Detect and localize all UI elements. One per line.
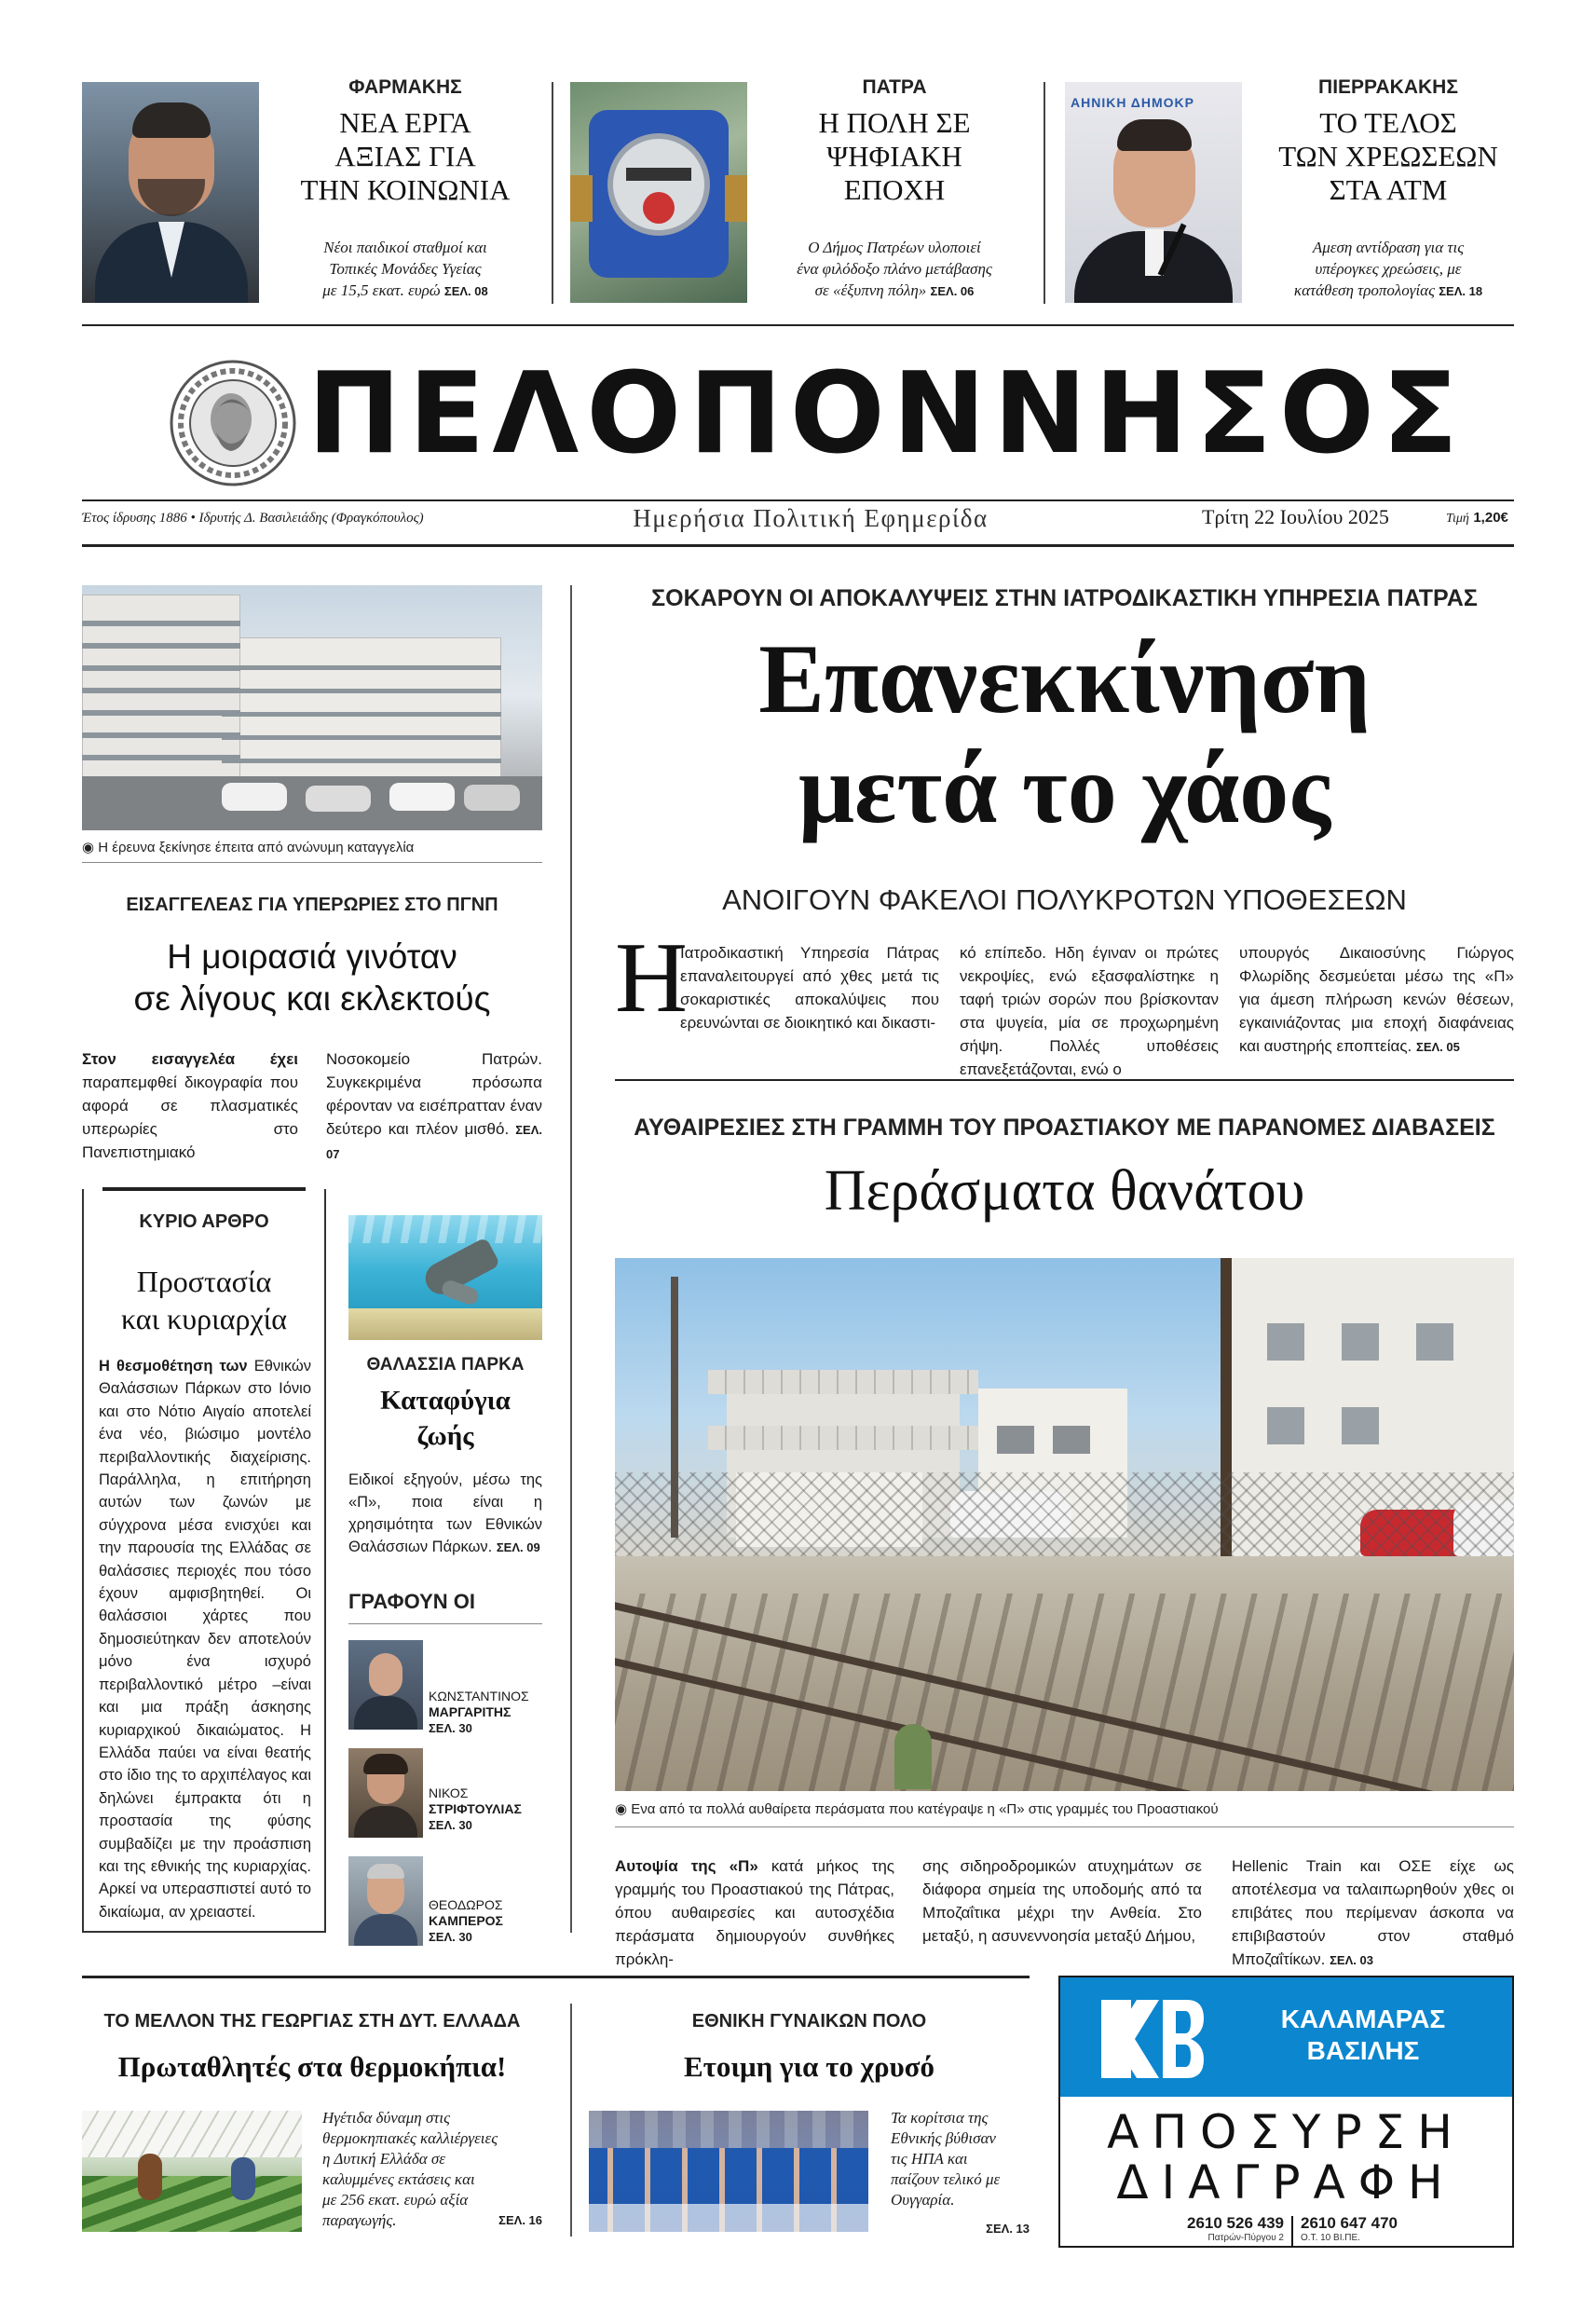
teaser-kicker: ΦΑΡΜΑΚΗΣ	[348, 76, 462, 98]
bottom-rule	[82, 1976, 1030, 1978]
lead-col2: κό επίπεδο. Ηδη έγιναν οι πρώτες νεκροψίες, ενώ εξασφαλίστηκε η ταφή τριών σορών που βρίσκονταν στα ψυγεία, μία σε προχωρημένη σήψη. Πολλές υποθέσεις επανεξετάζονται, ενώ ο	[960, 944, 1219, 1078]
ad-phone-2[interactable]: 2610 647 470 Ο.Τ. 10 ΒΙ.ΠΕ.	[1301, 2214, 1398, 2243]
masthead-title: ΠΕΛΟΠΟΝΝΗΣΟΣ	[307, 349, 1466, 479]
teaser-photo-water-meter	[570, 82, 747, 303]
page-ref: ΣΕΛ. 06	[930, 284, 975, 298]
columnists-label: ΓΡΑΦΟΥΝ ΟΙ	[348, 1590, 476, 1613]
marine-body: Ειδικοί εξηγούν, μέσω της «Π», ποια είναι η χρησιμότητα των Εθνικών Θαλάσσιων Πάρκων. ΣΕΛ. 09	[348, 1471, 542, 1555]
teaser-photo-farmakis	[82, 82, 259, 303]
ad-phone-1[interactable]: 2610 526 439 Πατρών-Πύργου 2	[1187, 2214, 1284, 2243]
hospital-photo	[82, 585, 542, 830]
greenhouse-photo	[82, 2111, 302, 2232]
teaser-text: Αμεση αντίδραση για τις υπέρογκες χρεώσεις, με κατάθεση τροπολογίας ΣΕΛ. 18	[1293, 239, 1483, 299]
hospital-kicker: ΕΙΣΑΓΓΕΛΕΑΣ ΓΙΑ ΥΠΕΡΩΡΙΕΣ ΣΤΟ ΠΓΝΠ	[126, 895, 498, 915]
columnist-photo	[348, 1748, 423, 1838]
divider	[615, 1826, 1514, 1827]
teaser-headline: ΤΟ ΤΕΛΟΣ ΤΩΝ ΧΡΕΩΣΕΩΝ ΣΤΑ ΑΤΜ	[1278, 106, 1498, 206]
marine-kicker: ΘΑΛΑΣΣΙΑ ΠΑΡΚΑ	[366, 1355, 525, 1375]
top-rule	[82, 324, 1514, 326]
editorial-label: ΚΥΡΙΟ ΑΡΘΡΟ	[139, 1211, 269, 1232]
ad-box[interactable]	[1058, 1976, 1514, 2248]
railway-photo	[615, 1258, 1514, 1791]
editorial-headline: Προστασία και κυριαρχία	[120, 1265, 288, 1335]
marine-headline: Καταφύγια ζωής	[380, 1386, 511, 1451]
lead-kicker: ΣΟΚΑΡΟΥΝ ΟΙ ΑΠΟΚΑΛΥΨΕΙΣ ΣΤΗΝ ΙΑΤΡΟΔΙΚΑΣΤΙΚΗ ΥΠΗΡΕΣΙΑ ΠΑΤΡΑΣ	[651, 585, 1478, 611]
lead-dropcap: Η	[615, 923, 688, 1033]
teaser-text: Νέοι παιδικοί σταθμοί και Τοπικές Μονάδες Υγείας με 15,5 εκατ. ευρώ ΣΕΛ. 08	[322, 239, 488, 299]
column-divider	[570, 585, 572, 1933]
divider	[552, 82, 553, 304]
teaser-text: Ο Δήμος Πατρέων υλοποιεί ένα φιλόδοξο πλάνο μετάβασης σε «έξυπνη πόλη» ΣΕΛ. 06	[797, 239, 992, 299]
ad-divider	[1291, 2216, 1293, 2246]
lead-col3: υπουργός Δικαιοσύνης Γιώργος Φλωρίδης δεσμεύεται μέσω της «Π» για άμεση πλήρωση κενών θέσεων, εγκαινιάζοντας μια εποχή διαφάνειας και αυστηρής εποπτείας. ΣΕΛ. 05	[1239, 944, 1514, 1055]
camera-icon: ◉	[82, 840, 95, 855]
teaser-headline: ΝΕΑ ΕΡΓΑ ΑΞΙΑΣ ΓΙΑ ΤΗΝ ΚΟΙΝΩΝΙΑ	[300, 106, 511, 206]
divider	[348, 1623, 542, 1624]
teaser-photo-pierrakakis: ΑΗΝΙΚΗ ΔΗΜΟΚΡ	[1065, 82, 1242, 303]
camera-icon: ◉	[615, 1801, 628, 1817]
page-ref: ΣΕΛ. 09	[496, 1540, 540, 1554]
greenhouse-kicker: ΤΟ ΜΕΛΛΟΝ ΤΗΣ ΓΕΩΡΓΙΑΣ ΣΤΗ ΔΥΤ. ΕΛΛΑΔΑ	[103, 2011, 521, 2032]
masthead-rule-top	[82, 499, 1514, 501]
lead-col1: Ιατροδικαστική Υπηρεσία Πάτρας επαναλειτουργεί από χθες μετά τις σοκαριστικές αποκαλύψεις που ερευνώνται σε διοικητικό και δικαστι-	[680, 944, 939, 1032]
polo-photo	[589, 2111, 868, 2232]
hospital-col2: Νοσοκομείο Πατρών. Συγκεκριμένα πρόσωπα φέρονταν να εισέπρατταν έναν δεύτερο και πλέον μισθό. ΣΕΛ. 07	[326, 1050, 542, 1161]
teaser-kicker: ΠΙΕΡΡΑΚΑΚΗΣ	[1318, 76, 1458, 98]
divider	[615, 1079, 1514, 1081]
hospital-caption: ◉ Η έρευνα ξεκίνησε έπειτα από ανώνυμη καταγγελία	[82, 840, 415, 855]
page-ref: ΣΕΛ. 08	[443, 284, 488, 298]
teaser-headline: Η ΠΟΛΗ ΣΕ ΨΗΦΙΑΚΗ ΕΠΟΧΗ	[818, 106, 971, 206]
polo-headline: Ετοιμη για το χρυσό	[683, 2050, 935, 2083]
masthead-logo-seal	[168, 358, 298, 488]
columnist-name: ΝΙΚΟΣ ΣΤΡΙΦΤΟΥΛΙΑΣ ΣΕΛ. 30	[429, 1785, 522, 1832]
railway-caption: ◉ Ενα από τα πολλά αυθαίρετα περάσματα που κατέγραψε η «Π» στις γραμμές του Προαστιακού	[615, 1801, 1219, 1817]
lead-subhead: ΑΝΟΙΓΟΥΝ ΦΑΚΕΛΟΙ ΠΟΛΥΚΡΟΤΩΝ ΥΠΟΘΕΣΕΩΝ	[722, 883, 1407, 916]
ad-contacts	[1060, 2212, 1512, 2248]
greenhouse-text: Ηγέτιδα δύναμη στις θερμοκηπιακές καλλιέργειες η Δυτική Ελλάδα σε καλυμμένες εκτάσεις και με 256 εκατ. ευρώ αξία παραγωγής. ΣΕΛ. 16	[322, 2109, 542, 2229]
page-ref: ΣΕΛ. 16	[498, 2213, 542, 2227]
columnist-name: ΘΕΟΔΩΡΟΣ ΚΑΜΠΕΡΟΣ ΣΕΛ. 30	[429, 1897, 503, 1944]
masthead-price: Τιμή 1,20€	[1446, 510, 1508, 526]
columnist-photo	[348, 1856, 423, 1946]
page-ref: ΣΕΛ. 05	[1416, 1040, 1460, 1054]
ad-line1: ΑΠΟΣΥΡΣΗ	[1107, 2105, 1466, 2159]
page-ref: ΣΕΛ. 07	[326, 1123, 542, 1161]
divider	[82, 862, 542, 863]
railway-col3: Hellenic Train και ΟΣΕ είχε ως αποτέλεσμα να ταλαιπωρηθούν χθες οι επιβάτες που περίμεναν άσκοπα να επιβιβαστούν στον σταθμό Μποζαΐτίκων. ΣΕΛ. 03	[1232, 1857, 1514, 1968]
teaser-kicker: ΠΑΤΡΑ	[862, 76, 927, 98]
divider	[1044, 82, 1045, 304]
masthead-founded: Έτος ίδρυσης 1886 • Ιδρυτής Δ. Βασιλειάδης (Φραγκόπουλος)	[82, 511, 424, 526]
masthead-date: Τρίτη 22 Ιουλίου 2025	[1202, 505, 1389, 528]
masthead-rule-bottom	[82, 544, 1514, 547]
page-ref: ΣΕΛ. 13	[986, 2222, 1030, 2236]
railway-kicker: ΑΥΘΑΙΡΕΣΙΕΣ ΣΤΗ ΓΡΑΜΜΗ ΤΟΥ ΠΡΟΑΣΤΙΑΚΟΥ ΜΕ ΠΑΡΑΝΟΜΕΣ ΔΙΑΒΑΣΕΙΣ	[634, 1115, 1495, 1141]
columnist-photo	[348, 1640, 423, 1730]
marine-photo	[348, 1215, 542, 1340]
columnist-name: ΚΩΝΣΤΑΝΤΙΝΟΣ ΜΑΡΓΑΡΙΤΗΣ ΣΕΛ. 30	[429, 1689, 529, 1735]
hospital-headline: Η μοιρασιά γινόταν σε λίγους και εκλεκτούς	[133, 937, 491, 1018]
greenhouse-headline: Πρωταθλητές στα θερμοκήπια!	[117, 2050, 507, 2083]
ad-logo-icon	[1094, 1994, 1206, 2084]
railway-col2: σης σιδηροδρομικών ατυχημάτων σε διάφορα σημεία της υποδομής από τα Μποζαΐτικα μέχρι την Ανθεία. Στο μεταξύ, η ασυνεννοησία μεταξύ Δήμου,	[922, 1857, 1202, 1945]
ad-name: ΚΑΛΑΜΑΡΑΣ ΒΑΣΙΛΗΣ	[1280, 2004, 1446, 2065]
masthead-tagline: Ημερήσια Πολιτική Εφημερίδα	[633, 504, 989, 532]
polo-kicker: ΕΘΝΙΚΗ ΓΥΝΑΙΚΩΝ ΠΟΛΟ	[691, 2011, 927, 2032]
lead-headline: Επανεκκίνηση μετά το χάος	[758, 624, 1371, 843]
divider	[570, 2004, 572, 2237]
hospital-col1: Στον εισαγγελέα έχει παραπεμφθεί δικογραφία που αφορά σε πλασματικές υπερωρίες στο Πανεπιστημιακό	[82, 1050, 298, 1161]
railway-col1: Αυτοψία της «Π» κατά μήκος της γραμμής του Προαστιακού της Πάτρας, όπου αυθαιρεσίες και αυτοσχέδια περάσματα δημιουργούν συνθήκες πρόκλη-	[615, 1857, 894, 1968]
ad-line2: ΔΙΑΓΡΑΦΗ	[1116, 2155, 1456, 2209]
editorial-body: Η θεσμοθέτηση των Εθνικών Θαλάσσιων Πάρκων στο Ιόνιο και στο Νότιο Αιγαίο αποτελεί ένα νέο, βιώσιμο μοντέλο περιβαλλοντικής διαχείρισης. Παράλληλα, η επιτήρηση αυτών των ζωνών με σύγχρονα μέσα ενισχύει και την παρουσία της Ελλάδας σε θαλάσσιες περιοχές που τόσο έχουν αμφισβητηθεί. Οι θαλάσσιοι χάρτες που δημοσιεύτηκαν δεν αποτελούν μόνο ένα ισχυρό περιβαλλοντικό μέτρο –είναι και μια πράξη άσκησης κυριαρχικού δικαιώματος. Η Ελλάδα παύει να είναι θεατής στο ίδιο της το αρχιπέλαγος και δηλώνει έμπρακτα ότι η προστασία της φύσης συμβαδίζει με την προάσπιση και της εθνικής της κυριαρχίας. Αρκεί να υπερασπιστεί αυτό το δικαίωμα, αν χρειαστεί.	[99, 1358, 311, 1921]
polo-text: Τα κορίτσια της Εθνικής βύθισαν τις ΗΠΑ και παίζουν τελικό με Ουγγαρία. ΣΕΛ. 13	[891, 2109, 1030, 2236]
page-ref: ΣΕΛ. 18	[1439, 284, 1483, 298]
page-ref: ΣΕΛ. 03	[1330, 1953, 1373, 1967]
railway-headline: Περάσματα θανάτου	[824, 1159, 1305, 1223]
